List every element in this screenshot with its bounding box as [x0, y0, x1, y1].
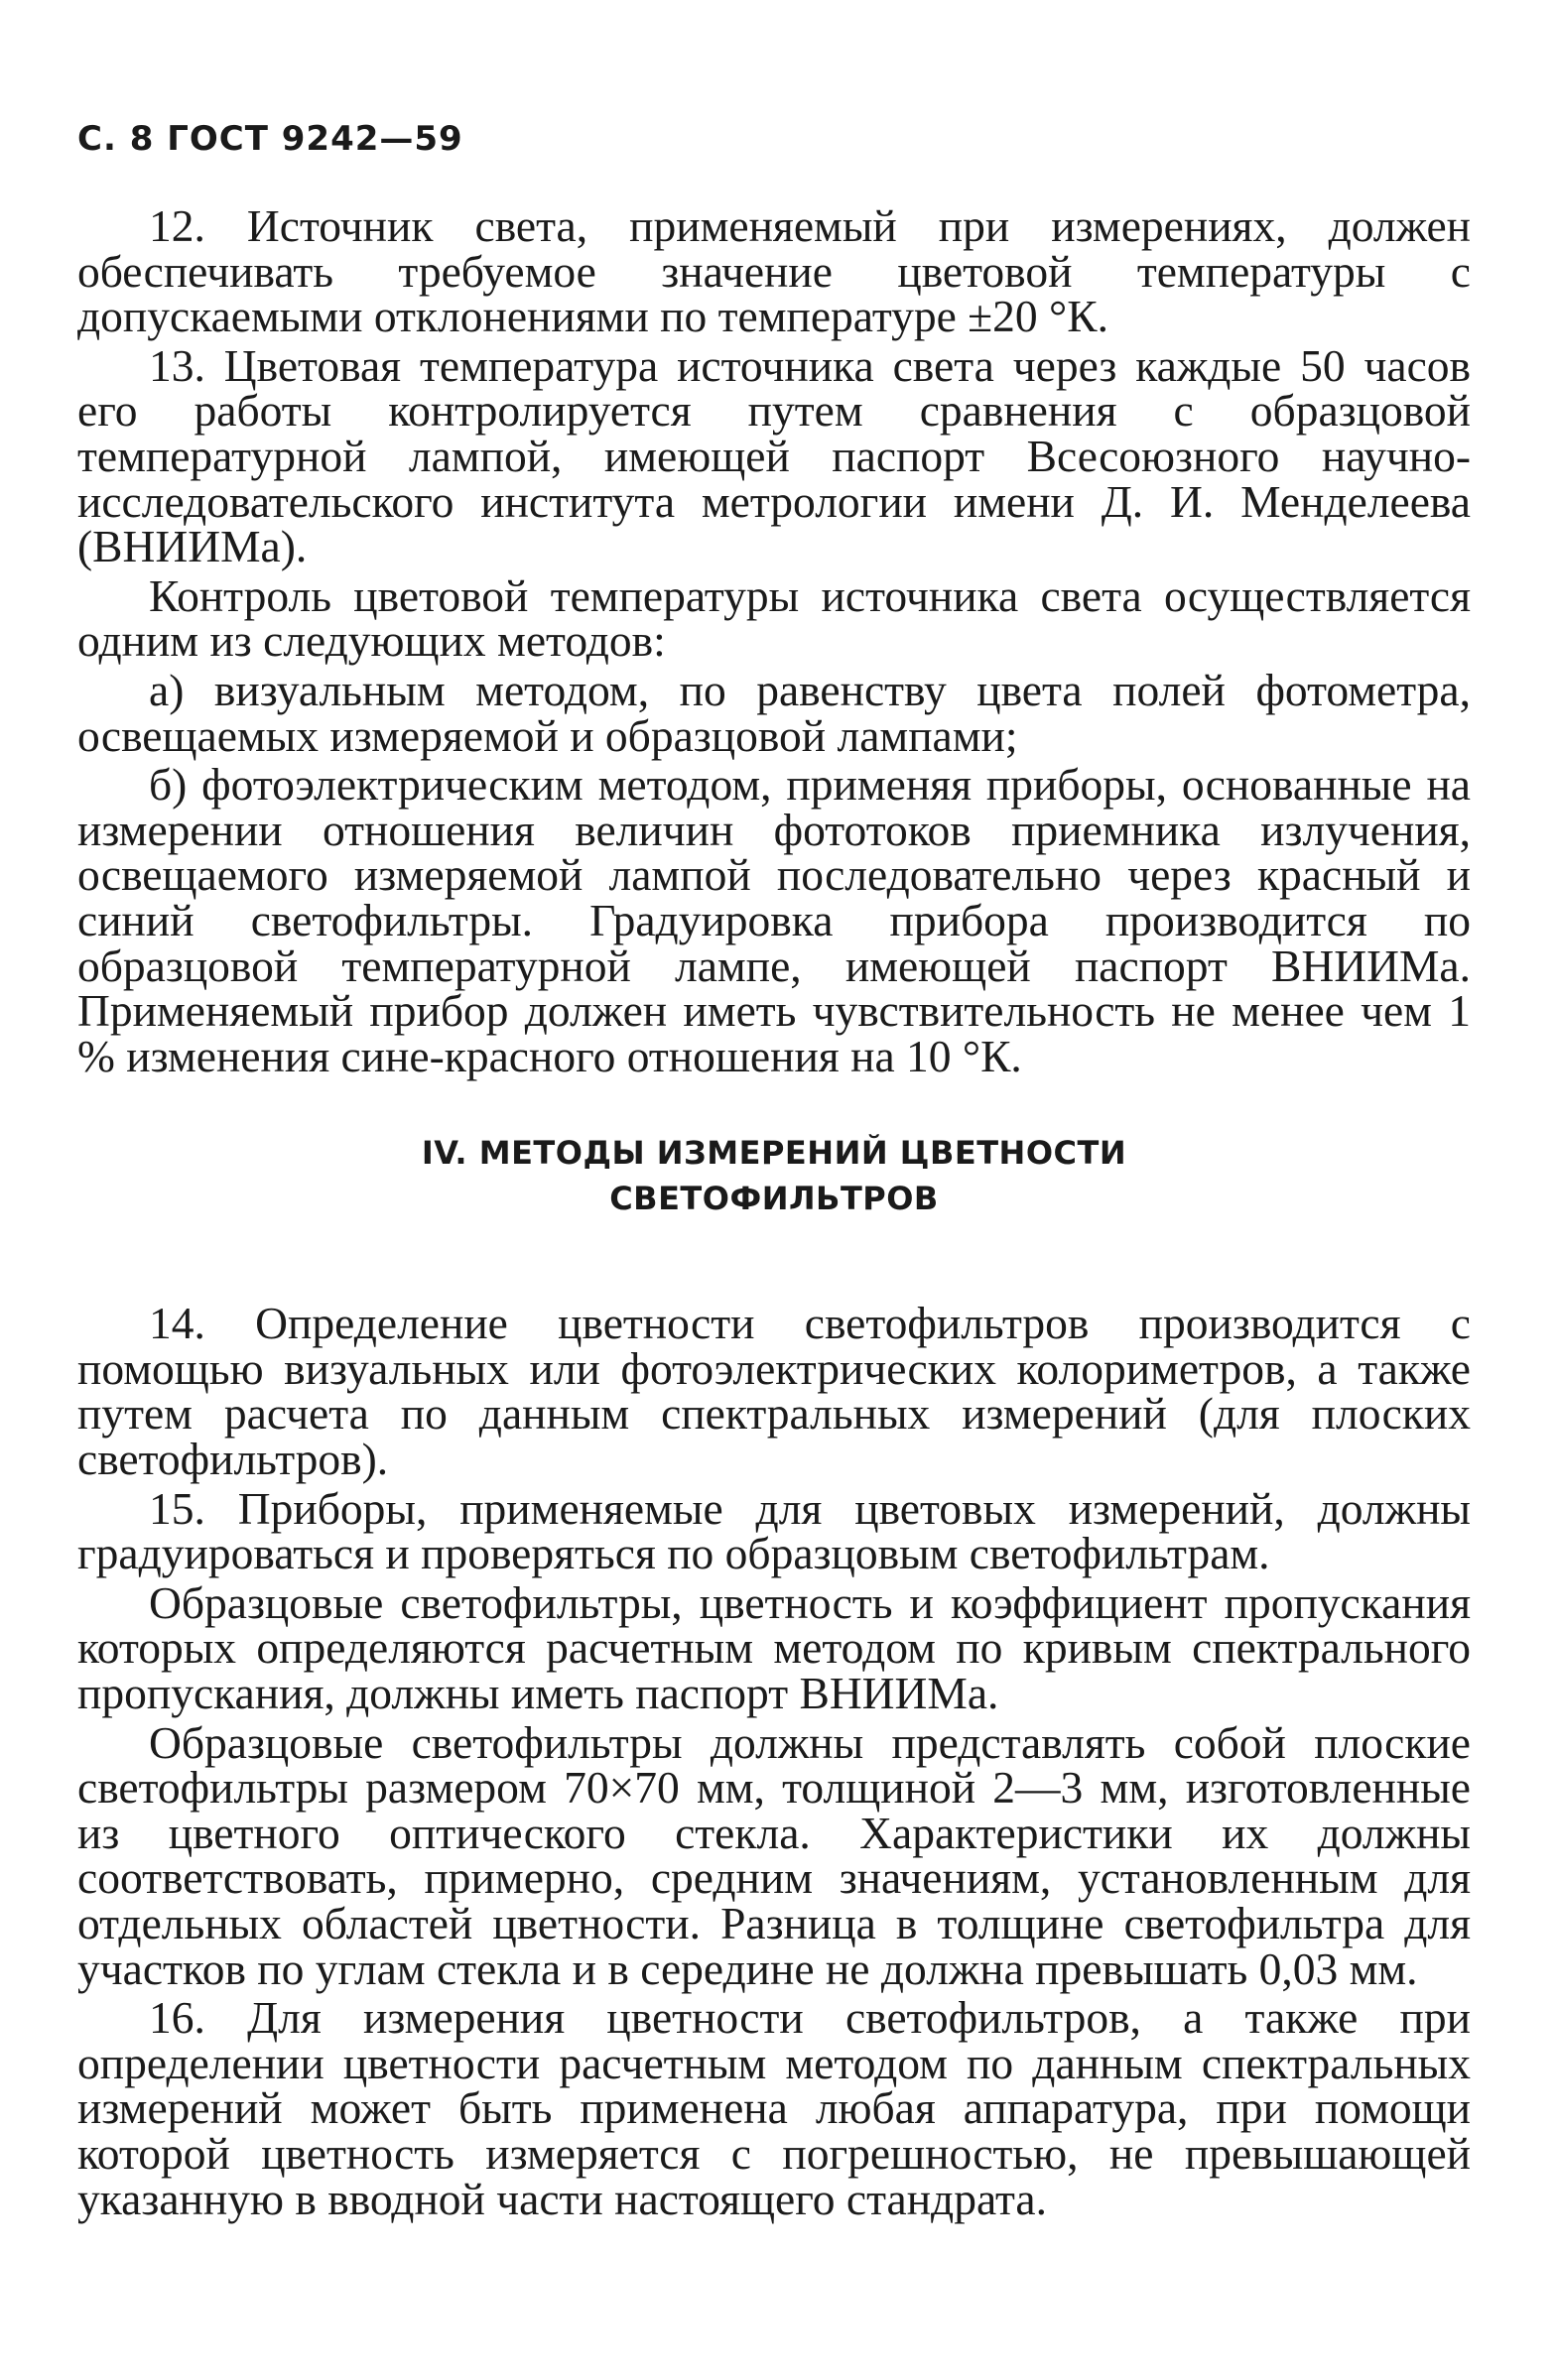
paragraph-14: 14. Определение цветности светофильтров производится с помощью визуальных или фотоэлектрических колориметров, а также путем расчета по данным спектральных измерений (для плоских светофильтров). [77, 1298, 1471, 1485]
paragraph-16: 16. Для измерения цветности светофильтров, а также при определении цветности расчетным методом по данным спектральных измерений может быть применена любая аппаратура, при помощи которой цветность измеряется с погрешностью, не превышающей указанную в вводной части настоящего стандрата. [77, 1992, 1471, 2224]
paragraph-method-b: б) фотоэлектрическим методом, применяя приборы, основанные на измерении отношения величин фототоков приемника излучения, освещаемого измеряемой лампой последовательно через красный и синий светофильтры. Градуировка прибора производится по образцовой температурной лампе, имеющей паспорт ВНИИМа. Применяемый прибор должен иметь чувствительность не менее чем 1 % изменения сине-красного отношения на 10 °К. [77, 759, 1471, 1081]
paragraph-method-a: а) визуальным методом, по равенству цвета полей фотометра, освещаемых измеряемой и образцовой лампами; [77, 664, 1471, 761]
paragraph-filter-specs: Образцовые светофильтры должны представлять собой плоские светофильтры размером 70×70 мм, толщиной 2—3 мм, изготовленные из цветного оптического стекла. Характеристики их должны соответствовать, примерно, средним значениям, установленным для отдельных областей цветности. Разница в толщине светофильтра для участков по углам стекла и в середине не должна превышать 0,03 мм. [77, 1716, 1471, 1994]
paragraph-control-methods: Контроль цветовой температуры источника света осуществляется одним из следующих методов: [77, 569, 1471, 667]
paragraph-13: 13. Цветовая температура источника света через каждые 50 часов его работы контролируется путем сравнения с образцовой температурной лампой, имеющей паспорт Всесоюзного научно-исследовательского института метрологии имени Д. И. Менделеева (ВНИИМа). [77, 339, 1471, 572]
paragraph-reference-filters: Образцовые светофильтры, цветность и коэффициент пропускания которых определяются расчетным методом по кривым спектрального пропускания, должны иметь паспорт ВНИИМа. [77, 1576, 1471, 1719]
running-head: С. 8 ГОСТ 9242—59 [77, 119, 463, 159]
body-text [77, 200, 1471, 2225]
document-page [77, 0, 1471, 2380]
section-heading-line-2: СВЕТОФИЛЬТРОВ [609, 1180, 939, 1218]
paragraph-15: 15. Приборы, применяемые для цветовых измерений, должны градуироваться и проверяться по образцовым светофильтрам. [77, 1482, 1471, 1579]
paragraph-12: 12. Источник света, применяемый при измерениях, должен обеспечивать требуемое значение цветовой температуры с допускаемыми отклонениями по температуре ±20 °К. [77, 200, 1471, 342]
section-heading-line-1: IV. МЕТОДЫ ИЗМЕРЕНИЙ ЦВЕТНОСТИ [421, 1134, 1127, 1173]
section-heading [77, 1130, 1471, 1221]
